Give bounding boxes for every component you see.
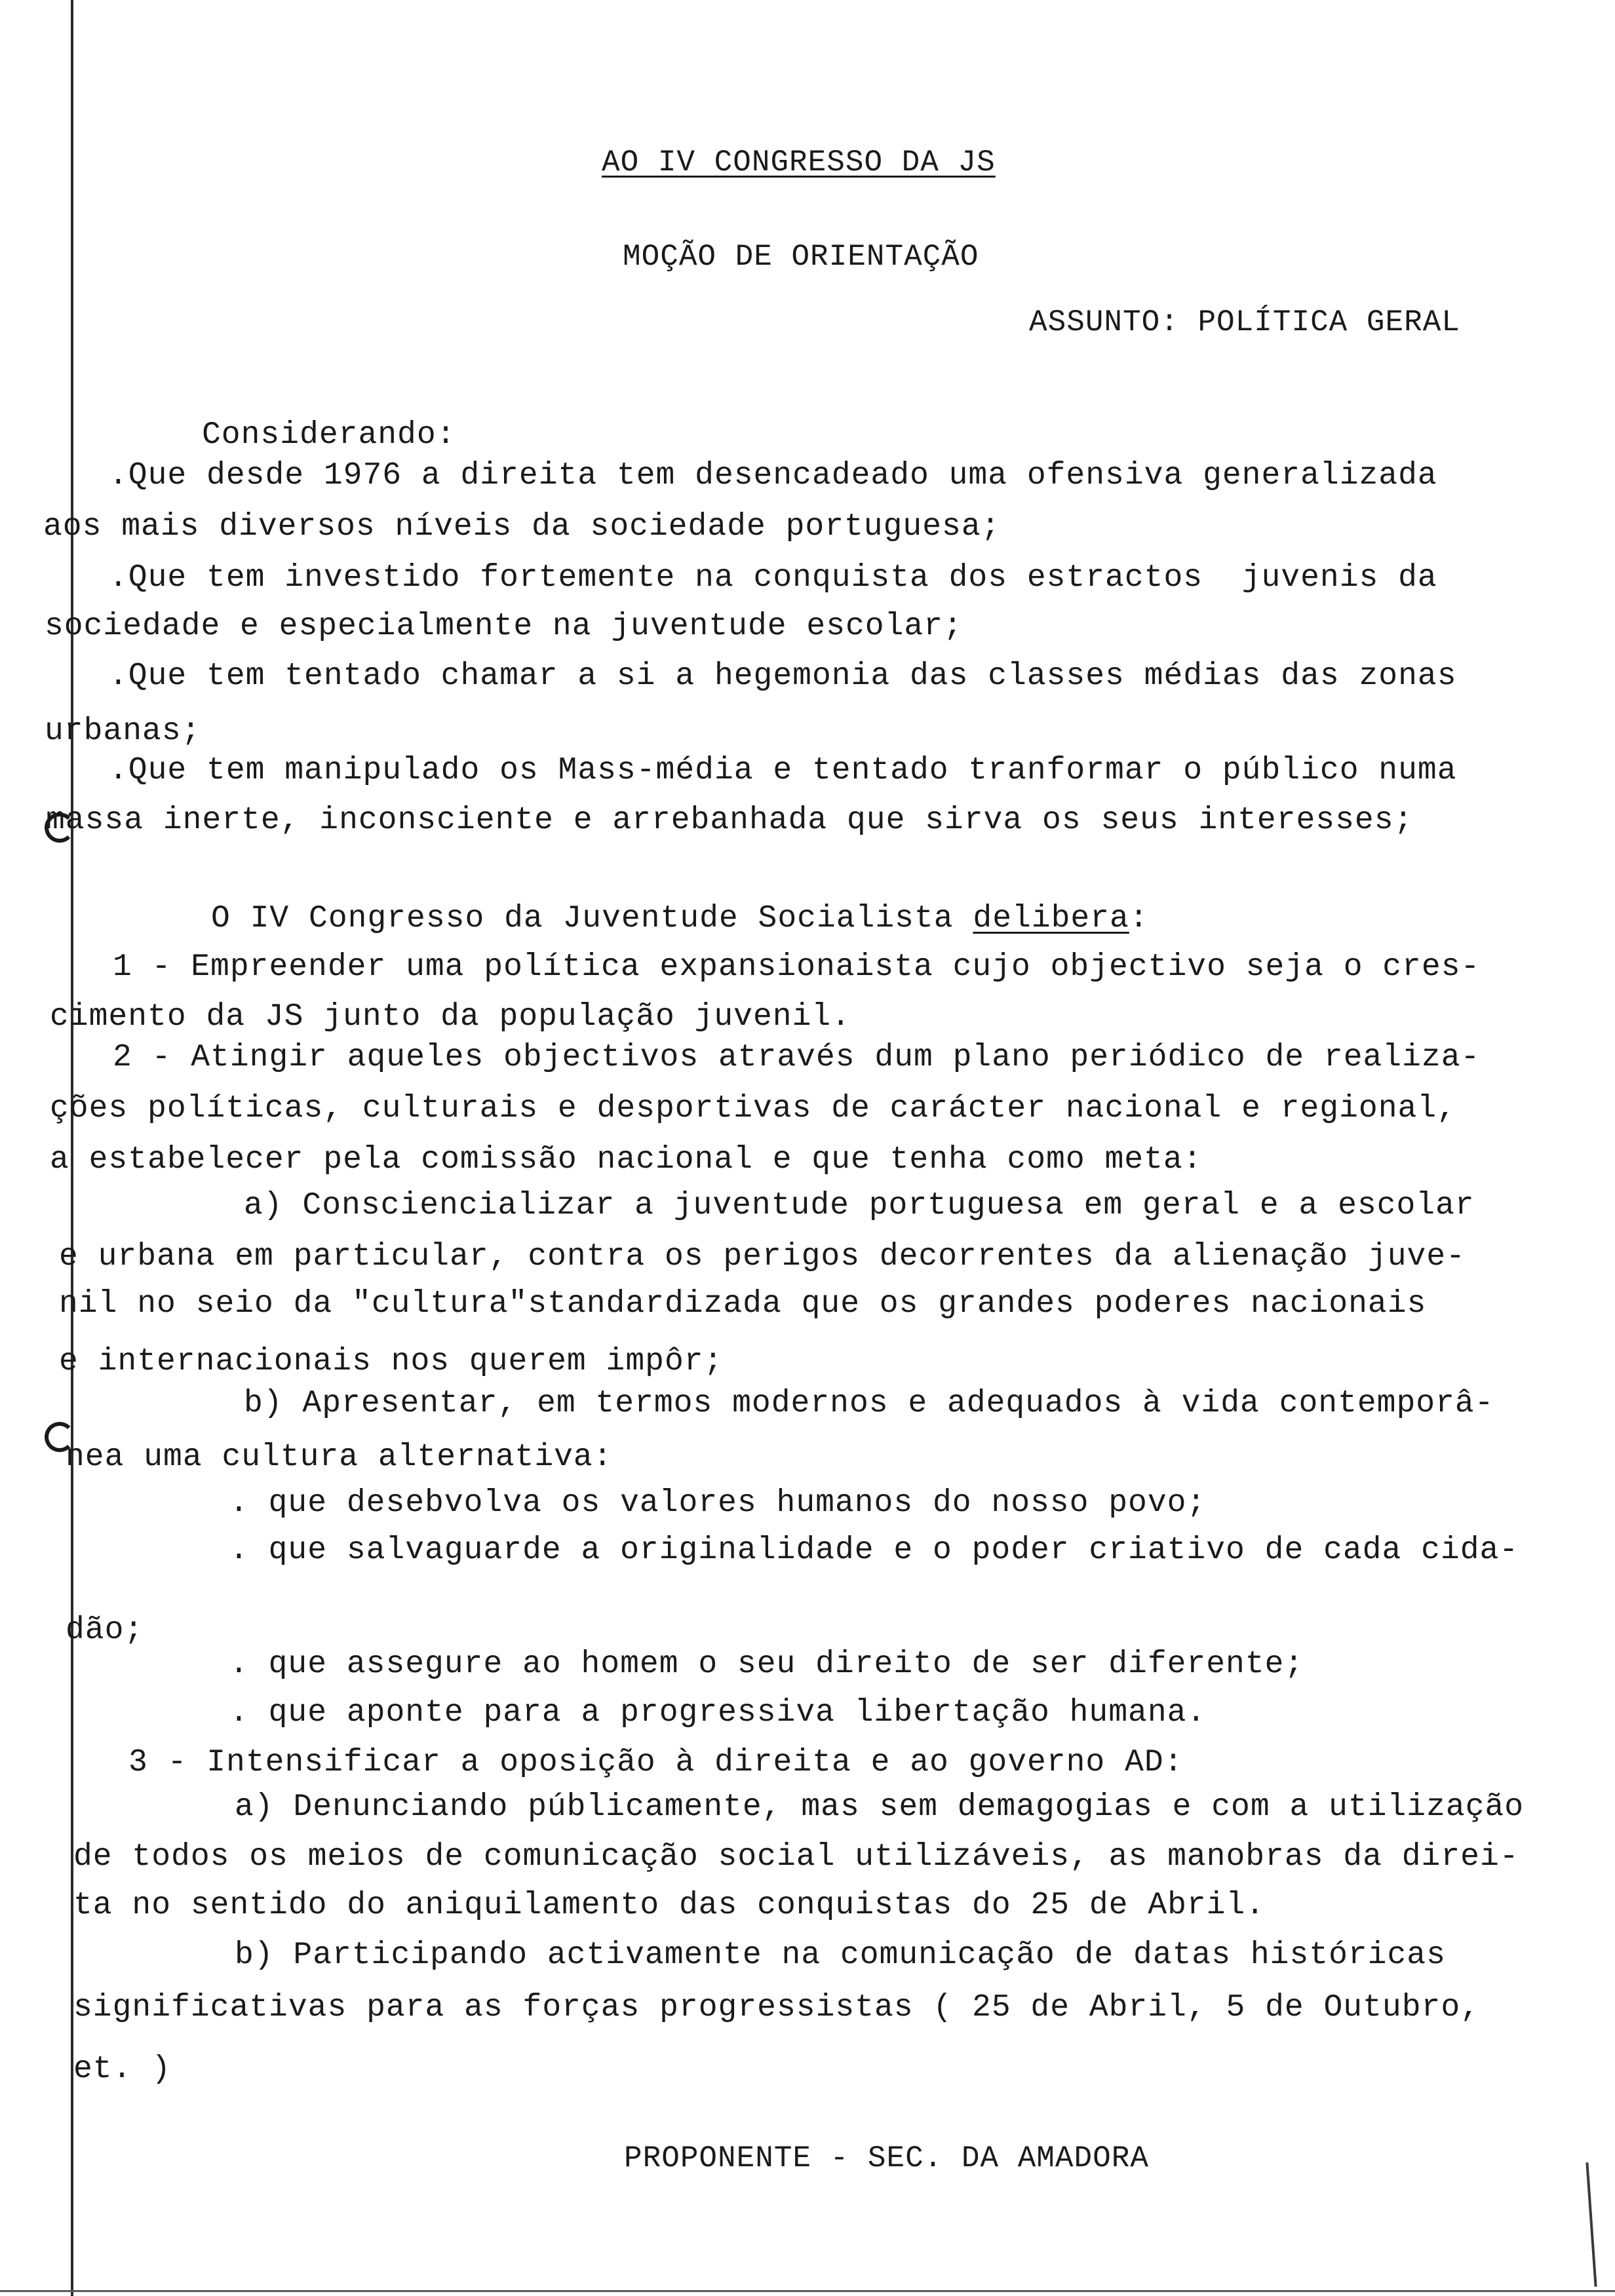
delibera-intro-colon: : — [1129, 901, 1149, 936]
delibera-line: significativas para as forças progressistas ( 25 de Abril, 5 de Outubro, — [73, 1990, 1480, 2025]
delibera-line: cimento da JS junto da população juvenil. — [50, 999, 851, 1035]
considerando-line: .Que desde 1976 a direita tem desencadeado uma ofensiva generalizada — [109, 458, 1437, 493]
delibera-line: 2 - Atingir aqueles objectivos através dum plano periódico de realiza- — [113, 1040, 1481, 1075]
delibera-keyword: delibera — [973, 901, 1129, 936]
delibera-line: . que salvaguarde a originalidade e o poder criativo de cada cida- — [229, 1533, 1519, 1568]
delibera-line: de todos os meios de comunicação social utilizáveis, as manobras da direi- — [73, 1839, 1519, 1875]
delibera-line: b) Apresentar, em termos modernos e adequados à vida contemporâ- — [244, 1386, 1494, 1421]
considerando-line: aos mais diversos níveis da sociedade portuguesa; — [43, 509, 1001, 545]
delibera-line: nea uma cultura alternativa: — [66, 1440, 613, 1475]
delibera-line: . que desebvolva os valores humanos do nosso povo; — [229, 1485, 1207, 1521]
considerando-line: sociedade e especialmente na juventude escolar; — [45, 609, 963, 644]
delibera-intro-text: O IV Congresso da Juventude Socialista — [211, 901, 973, 936]
delibera-line: . que assegure ao homem o seu direito de ser diferente; — [229, 1647, 1304, 1682]
delibera-line: ta no sentido do aniquilamento das conquistas do 25 de Abril. — [73, 1888, 1266, 1923]
delibera-line: 1 - Empreender uma política expansionaista cujo objectivo seja o cres- — [113, 949, 1481, 985]
delibera-line: a estabelecer pela comissão nacional e que tenha como meta: — [50, 1142, 1203, 1177]
delibera-line: 3 - Intensificar a oposição à direita e ao governo AD: — [128, 1745, 1184, 1780]
delibera-line: e internacionais nos querem impôr; — [59, 1344, 724, 1379]
delibera-line: nil no seio da "cultura"standardizada que os grandes poderes nacionais — [59, 1286, 1427, 1322]
delibera-line: ções políticas, culturais e desportivas de carácter nacional e regional, — [50, 1091, 1456, 1126]
delibera-line: . que aponte para a progressiva libertação humana. — [229, 1695, 1207, 1731]
delibera-line: et. ) — [73, 2052, 172, 2087]
considerando-line: massa inerte, inconsciente e arrebanhada que sirva os seus interesses; — [46, 803, 1414, 838]
document-subject: ASSUNTO: POLÍTICA GERAL — [1029, 305, 1460, 339]
delibera-intro — [211, 899, 1149, 938]
document-subtitle: MOÇÃO DE ORIENTAÇÃO — [623, 240, 979, 274]
delibera-line: b) Participando activamente na comunicação de datas históricas — [235, 1938, 1446, 1973]
considerando-line: .Que tem investido fortemente na conquista dos estractos juvenis da — [109, 560, 1437, 596]
considerando-line: .Que tem tentado chamar a si a hegemonia das classes médias das zonas — [109, 659, 1457, 694]
proponent-footer: PROPONENTE - SEC. DA AMADORA — [624, 2141, 1149, 2175]
delibera-line: a) Consciencializar a juventude portuguesa em geral e a escolar — [244, 1188, 1475, 1223]
delibera-line: a) Denunciando públicamente, mas sem demagogias e com a utilização — [235, 1789, 1525, 1825]
considerando-line: .Que tem manipulado os Mass-média e tentado tranformar o público numa — [109, 753, 1457, 788]
document-title: AO IV CONGRESSO DA JS — [602, 145, 996, 180]
considerando-heading: Considerando: — [202, 417, 456, 453]
delibera-line: dão; — [66, 1613, 144, 1648]
delibera-line: e urbana em particular, contra os perigos decorrentes da alienação juve- — [59, 1239, 1466, 1274]
considerando-line: urbanas; — [45, 714, 201, 749]
